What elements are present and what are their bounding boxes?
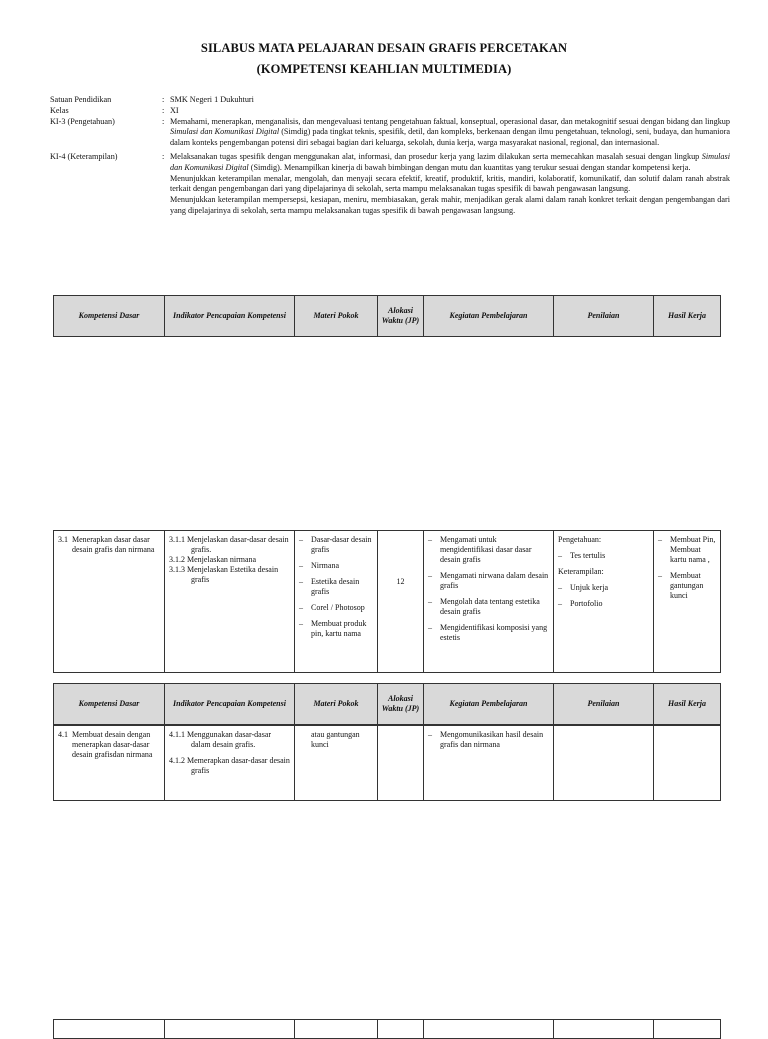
syllabus-next-table-edge <box>53 1019 721 1039</box>
cell-penilaian <box>554 531 654 673</box>
indikator-item: 4.1.1 Menggunakan dasar-dasar dalam desain grafis. <box>169 730 272 749</box>
syllabus-row-4-1 <box>53 725 721 801</box>
indikator-item: 3.1.3 Menjelaskan Estetika desain grafis <box>169 565 279 584</box>
indikator-item: 3.1.1 Menjelaskan dasar-dasar desain grafis. <box>169 535 289 554</box>
ki4-text <box>170 152 730 217</box>
penilaian-item: – Portofolio <box>558 599 649 609</box>
header-kegiatan: Kegiatan Pembelajaran <box>424 684 554 725</box>
header-indikator: Indikator Pencapaian Kompetensi <box>165 296 295 337</box>
kegiatan-item: – Mengolah data tentang estetika desain grafis <box>428 597 549 617</box>
cell-penilaian <box>554 726 654 801</box>
header-kompetensi-dasar: Kompetensi Dasar <box>54 296 165 337</box>
info-value: XI <box>170 105 179 115</box>
info-row-kelas: Kelas : XI <box>50 106 730 117</box>
materi-item: – Dasar-dasar desain grafis <box>299 535 373 555</box>
header-hasil-kerja: Hasil Kerja <box>654 684 721 725</box>
header-alokasi-waktu: Alokasi Waktu (JP) <box>378 684 424 725</box>
header-materi-pokok: Materi Pokok <box>295 684 378 725</box>
hasil-item: – Membuat gantungan kunci <box>658 571 716 601</box>
cell-indikator <box>165 726 295 801</box>
penilaian-heading: Pengetahuan: <box>558 535 602 544</box>
indikator-item: 3.1.2 Menjelaskan nirmana <box>169 555 257 564</box>
info-row-ki4: KI-4 (Keterampilan) : Melaksanakan tugas spesifik dengan menggunakan alat, informasi, dan prosedur kerja yang lazim dilakukan serta memecahkan masalah sesuai dengan lingkup Simulasi dan Komunikasi Digital (Simdig). Menampilkan kinerja di bawah bimbingan dengan mutu dan kuantitas yang terukur sesuai dengan standar kompetensi kerja. Menunjukkan keterampilan menalar, mengolah, dan menyaji secara efektif, kreatif, produktif, kritis, mandiri, kolaboratif, komunikatif, dan solutif dalam ranah abstrak terkait dengan pengembangan dari yang dipelajarinya di sekolah, serta mampu melaksanakan tugas spesifik di bawah pengawasan langsung. Menunjukkan keterampilan mempersepsi, kesiapan, meniru, membiasakan, gerak mahir, menjadikan gerak alami dalam ranah konkret terkait dengan pengembangan dari yang dipelajarinya di sekolah, serta mampu melaksanakan tugas spesifik di bawah pengawasan langsung. <box>50 151 730 215</box>
syllabus-header-2 <box>53 683 721 725</box>
materi-item: – Estetika desain grafis <box>299 577 373 597</box>
materi-item: – Nirmana <box>299 561 373 571</box>
kegiatan-item: – Mengomunikasikan hasil desain grafis dan nirmana <box>428 730 549 750</box>
header-kompetensi-dasar: Kompetensi Dasar <box>54 684 165 725</box>
ki4-paragraph: Menunjukkan keterampilan mempersepsi, kesiapan, meniru, membiasakan, gerak mahir, menjadikan gerak alami dalam ranah konkret terkait dengan pengembangan dari yang dipelajarinya di sekolah, serta mampu melaksanakan tugas spesifik di bawah pengawasan langsung. <box>170 195 730 215</box>
info-row-ki3: KI-3 (Pengetahuan) : Memahami, menerapkan, menganalisis, dan mengevaluasi tentang pengetahuan faktual, konseptual, operasional dasar, dan metakognitif sesuai dengan bidang dan lingkup Simulasi dan Komunikasi Digital (Simdig) pada tingkat teknis, spesifik, detil, dan kompleks, berkenaan dengan ilmu pengetahuan, teknologi, seni, budaya, dan humaniora dalam konteks pengembangan potensi diri sebagai bagian dari keluarga, sekolah, dunia kerja, warga masyarakat nasional, regional, dan internasional. <box>50 116 730 148</box>
cell-kompetensi-dasar: 4.1 Membuat desain dengan menerapkan dasar-dasar desain grafisdan nirmana <box>54 726 165 801</box>
info-row-satuan: Satuan Pendidikan : SMK Negeri 1 Dukuhturi <box>50 95 730 106</box>
header-kegiatan: Kegiatan Pembelajaran <box>424 296 554 337</box>
header-materi-pokok: Materi Pokok <box>295 296 378 337</box>
header-penilaian: Penilaian <box>554 684 654 725</box>
hasil-item: – Membuat Pin, Membuat kartu nama , <box>658 535 716 565</box>
info-label: KI-4 (Keterampilan) <box>50 151 118 161</box>
header-hasil-kerja: Hasil Kerja <box>654 296 721 337</box>
materi-item: – Corel / Photosop <box>299 603 373 613</box>
kegiatan-item: – Mengamati untuk mengidentifikasi dasar dasar desain grafis <box>428 535 549 565</box>
indikator-item: 4.1.2 Memerapkan dasar-dasar desain grafis <box>169 756 290 775</box>
ki4-paragraph: Melaksanakan tugas spesifik dengan menggunakan alat, informasi, dan prosedur kerja yang lazim dilakukan serta memecahkan masalah sesuai dengan lingkup Simulasi dan Komunikasi Digital (Simdig). Menampilkan kinerja di bawah bimbingan dengan mutu dan kuantitas yang terukur sesuai dengan standar kompetensi kerja. <box>170 151 730 172</box>
cell-kegiatan <box>424 531 554 673</box>
cell-hasil-kerja <box>654 531 721 673</box>
cell-materi-pokok <box>295 531 378 673</box>
penilaian-heading: Keterampilan: <box>558 567 604 576</box>
cell-indikator <box>165 531 295 673</box>
ki3-text: Memahami, menerapkan, menganalisis, dan mengevaluasi tentang pengetahuan faktual, konseptual, operasional dasar, dan metakognitif sesuai dengan bidang dan lingkup Simulasi dan Komunikasi Digital (Simdig) pada tingkat teknis, spesifik, detil, dan kompleks, berkenaan dengan ilmu pengetahuan, teknologi, seni, budaya, dan humaniora dalam konteks pengembangan potensi diri sebagai bagian dari keluarga, sekolah, dunia kerja, warga masyarakat nasional, regional, dan internasional. <box>170 116 730 148</box>
info-label: Satuan Pendidikan <box>50 95 112 104</box>
cell-kegiatan <box>424 726 554 801</box>
cell-hasil-kerja <box>654 726 721 801</box>
header-indikator: Indikator Pencapaian Kompetensi <box>165 684 295 725</box>
syllabus-header-1 <box>53 295 721 337</box>
info-section <box>50 95 730 217</box>
header-alokasi-waktu: Alokasi Waktu (JP) <box>378 296 424 337</box>
document-title: SILABUS MATA PELAJARAN DESAIN GRAFIS PERCETAKAN <box>200 41 568 55</box>
penilaian-item: – Tes tertulis <box>558 551 649 561</box>
header-penilaian: Penilaian <box>554 296 654 337</box>
cell-materi-pokok: atau gantungan kunci <box>295 726 378 801</box>
kegiatan-item: – Mengidentifikasi komposisi yang estetis <box>428 623 549 643</box>
kegiatan-item: – Mengamati nirwana dalam desain grafis <box>428 571 549 591</box>
cell-kompetensi-dasar: 3.1 Menerapkan dasar dasar desain grafis dan nirmana <box>54 531 165 673</box>
document-subtitle: (KOMPETENSI KEAHLIAN MULTIMEDIA) <box>256 62 512 76</box>
ki4-paragraph: Menunjukkan keterampilan menalar, mengolah, dan menyaji secara efektif, kreatif, produktif, kritis, mandiri, kolaboratif, komunikatif, dan solutif dalam ranah abstrak terkait dengan pengembangan dari yang dipelajarinya di sekolah, serta mampu melaksanakan tugas spesifik di bawah pengawasan langsung. <box>170 173 730 194</box>
penilaian-item: – Unjuk kerja <box>558 583 649 593</box>
cell-alokasi-waktu: 12 <box>378 531 424 673</box>
info-label: Kelas <box>50 105 69 115</box>
info-label: KI-3 (Pengetahuan) <box>50 116 115 126</box>
materi-item: – Membuat produk pin, kartu nama <box>299 619 373 639</box>
syllabus-row-3-1 <box>53 530 721 673</box>
info-value: SMK Negeri 1 Dukuhturi <box>170 95 254 104</box>
cell-alokasi-waktu <box>378 726 424 801</box>
